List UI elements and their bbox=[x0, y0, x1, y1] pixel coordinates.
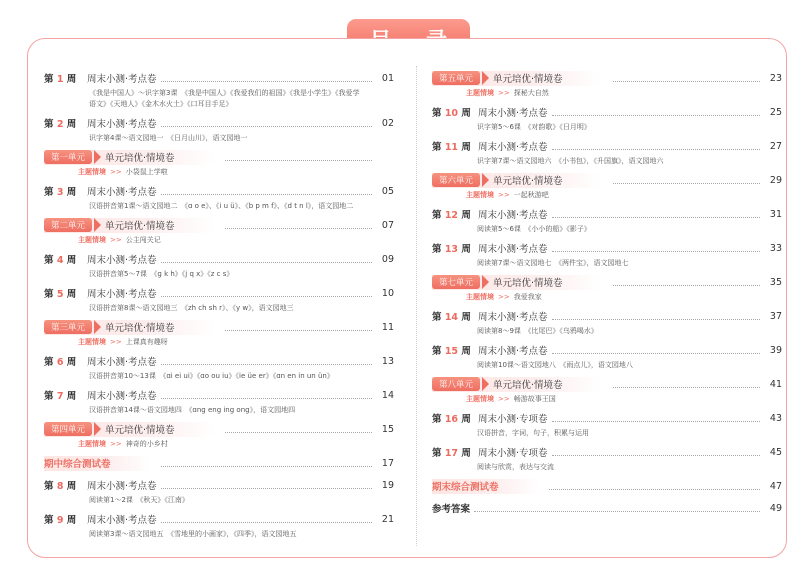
entry-description: 阅读第5～6课 《小小的船》《影子》 bbox=[477, 225, 591, 233]
dot-leader bbox=[161, 466, 372, 467]
week-suffix: 周 bbox=[66, 391, 77, 402]
entry-description: 识字第7课～语文园地六 《小书包》，《升国旗》，语文园地六 bbox=[477, 157, 664, 165]
toc-entry-row bbox=[432, 476, 782, 496]
entry-description: 《我是中国人》～识字第3课 《我是中国人》《我爱我们的祖国》《我是小学生》《我爱学 bbox=[89, 89, 360, 97]
week-prefix: 第 bbox=[432, 414, 442, 425]
chevron-right-icon: >> bbox=[498, 191, 510, 199]
week-prefix: 第 bbox=[44, 289, 54, 300]
dot-leader bbox=[613, 81, 760, 82]
toc-entry-row bbox=[44, 475, 394, 495]
toc-entry-row bbox=[44, 317, 394, 337]
week-prefix: 第 bbox=[432, 312, 442, 323]
page-number: 14 bbox=[381, 389, 394, 401]
column-divider bbox=[416, 66, 417, 546]
page-number: 23 bbox=[769, 72, 782, 84]
week-num: 14 bbox=[441, 312, 462, 323]
page-number: 21 bbox=[381, 513, 394, 525]
unit-badge: 第八单元 bbox=[432, 377, 480, 391]
unit-header bbox=[44, 320, 215, 335]
week-suffix: 周 bbox=[461, 414, 471, 425]
week-num: 12 bbox=[441, 210, 462, 221]
dot-leader bbox=[552, 217, 760, 218]
page-number: 17 bbox=[381, 457, 394, 469]
toc-entry-row bbox=[44, 351, 394, 371]
toc-entry-row bbox=[44, 419, 394, 439]
unit-header bbox=[432, 71, 603, 86]
week-prefix: 第 bbox=[44, 357, 54, 368]
week-prefix: 第 bbox=[432, 210, 442, 221]
week-number bbox=[44, 512, 87, 526]
entry-label: 单元培优·情境卷 bbox=[105, 221, 175, 232]
toc-entry-row bbox=[432, 136, 782, 156]
dot-leader bbox=[161, 126, 372, 127]
page-number: 39 bbox=[769, 344, 782, 356]
week-prefix: 第 bbox=[44, 255, 54, 266]
dot-leader bbox=[552, 353, 760, 354]
page-number: 37 bbox=[769, 310, 782, 322]
badge-arrow-icon bbox=[94, 150, 101, 164]
entry-label: 周末小测·专项卷 bbox=[478, 414, 548, 425]
entry-description: 阅读与欣赏，表达与交流 bbox=[477, 463, 554, 471]
toc-left-column bbox=[44, 68, 394, 543]
week-num: 13 bbox=[441, 244, 462, 255]
theme-line bbox=[466, 292, 542, 302]
theme-line bbox=[78, 439, 168, 449]
dot-leader bbox=[225, 432, 372, 433]
theme-label: 主题情境 bbox=[78, 236, 106, 244]
week-number bbox=[44, 252, 87, 266]
entry-label: 单元培优·情境卷 bbox=[105, 323, 175, 334]
theme-line bbox=[466, 394, 556, 404]
week-number bbox=[44, 286, 87, 300]
week-num: 3 bbox=[53, 187, 67, 198]
toc-entry-row bbox=[432, 102, 782, 122]
toc-entry[interactable] bbox=[432, 498, 782, 520]
toc-entry-row bbox=[44, 215, 394, 235]
toc-entry[interactable] bbox=[44, 113, 394, 147]
entry-description: 识字第4课～语文园地一 《日月山川》，语文园地一 bbox=[89, 134, 248, 142]
page-number: 10 bbox=[381, 287, 394, 299]
toc-entry-row bbox=[432, 204, 782, 224]
toc-entry-row bbox=[432, 374, 782, 394]
entry-label: 单元培优·情境卷 bbox=[493, 380, 563, 391]
dot-leader bbox=[552, 149, 760, 150]
week-suffix: 周 bbox=[66, 187, 77, 198]
badge-arrow-icon bbox=[482, 377, 489, 391]
toc-entry[interactable] bbox=[44, 68, 394, 113]
entry-label: 周末小测·考点卷 bbox=[87, 187, 157, 198]
week-prefix: 第 bbox=[432, 448, 442, 459]
dot-leader bbox=[549, 489, 760, 490]
theme-line bbox=[466, 190, 549, 200]
toc-entry-row bbox=[44, 453, 394, 473]
unit-header bbox=[432, 173, 603, 188]
entry-description: 语文》《天地人》《金木水火土》《口耳目手足》 bbox=[89, 100, 233, 108]
dot-leader bbox=[552, 319, 760, 320]
theme-text: 畅游故事王国 bbox=[513, 395, 556, 403]
exam-header bbox=[432, 479, 539, 494]
page-number: 47 bbox=[769, 480, 782, 492]
week-num: 8 bbox=[53, 481, 67, 492]
toc-entry[interactable] bbox=[432, 238, 782, 272]
toc-entry-row bbox=[44, 509, 394, 529]
toc-entry[interactable] bbox=[432, 136, 782, 170]
entry-label: 周末小测·考点卷 bbox=[478, 312, 548, 323]
theme-text: 公主闯关记 bbox=[125, 236, 161, 244]
toc-entry-row bbox=[44, 181, 394, 201]
toc-entry-row bbox=[432, 272, 782, 292]
dot-leader bbox=[613, 183, 760, 184]
toc-entry[interactable] bbox=[44, 215, 394, 249]
week-num: 16 bbox=[441, 414, 462, 425]
toc-entry[interactable] bbox=[432, 170, 782, 204]
week-num: 1 bbox=[53, 74, 67, 85]
week-number bbox=[44, 354, 87, 368]
page-number: 05 bbox=[381, 185, 394, 197]
badge-arrow-icon bbox=[94, 320, 101, 334]
entry-description: 汉语拼音第8课～语文园地三 《zh ch sh r》、《y w》，语文园地三 bbox=[89, 304, 294, 312]
dot-leader bbox=[225, 228, 372, 229]
chevron-right-icon: >> bbox=[498, 395, 510, 403]
week-suffix: 周 bbox=[66, 74, 77, 85]
entry-label: 周末小测·考点卷 bbox=[87, 515, 157, 526]
toc-entry-row bbox=[432, 238, 782, 258]
badge-arrow-icon bbox=[482, 173, 489, 187]
toc-entry[interactable] bbox=[44, 249, 394, 283]
dot-leader bbox=[161, 81, 372, 82]
theme-label: 主题情境 bbox=[466, 395, 494, 403]
entry-description: 阅读第10课～语文园地八 《雨点儿》，语文园地八 bbox=[477, 361, 633, 369]
entry-label: 周末小测·考点卷 bbox=[478, 210, 548, 221]
week-suffix: 周 bbox=[461, 108, 471, 119]
unit-badge: 第三单元 bbox=[44, 320, 92, 334]
toc-entry[interactable] bbox=[432, 204, 782, 238]
badge-arrow-icon bbox=[482, 275, 489, 289]
theme-text: 小袋鼠上学啦 bbox=[125, 168, 168, 176]
exam-label: 期末综合测试卷 bbox=[432, 482, 499, 493]
chevron-right-icon: >> bbox=[110, 168, 122, 176]
week-number bbox=[44, 71, 87, 85]
entry-description: 汉语拼音第10～13课 《ɑi ei ui》《ɑo ou iu》《ie üe er》《ɑn en in un ün》 bbox=[89, 372, 334, 380]
page-number: 01 bbox=[381, 72, 394, 84]
toc-entry[interactable] bbox=[432, 68, 782, 102]
week-number bbox=[432, 241, 478, 255]
dot-leader bbox=[474, 511, 760, 512]
entry-label: 周末小测·专项卷 bbox=[478, 448, 548, 459]
entry-description: 阅读第3课～语文园地五 《雪地里的小画家》，《四季》，语文园地五 bbox=[89, 530, 297, 538]
week-prefix: 第 bbox=[44, 481, 54, 492]
dot-leader bbox=[225, 330, 372, 331]
chevron-right-icon: >> bbox=[498, 293, 510, 301]
page-number: 13 bbox=[381, 355, 394, 367]
toc-entry[interactable] bbox=[44, 351, 394, 385]
page-number: 02 bbox=[381, 117, 394, 129]
week-prefix: 第 bbox=[44, 391, 54, 402]
theme-line bbox=[78, 235, 161, 245]
toc-entry-row bbox=[432, 170, 782, 190]
toc-entry[interactable] bbox=[44, 475, 394, 509]
week-num: 15 bbox=[441, 346, 462, 357]
entry-label: 单元培优·情境卷 bbox=[493, 278, 563, 289]
theme-line bbox=[78, 167, 168, 177]
entry-label: 单元培优·情境卷 bbox=[493, 176, 563, 187]
toc-entry-row bbox=[432, 68, 782, 88]
theme-label: 主题情境 bbox=[466, 293, 494, 301]
theme-label: 主题情境 bbox=[78, 338, 106, 346]
page-number: 09 bbox=[381, 253, 394, 265]
unit-header bbox=[44, 150, 215, 165]
entry-description: 阅读第8～9课 《比尾巴》《乌鸦喝水》 bbox=[477, 327, 598, 335]
entry-label: 单元培优·情境卷 bbox=[105, 153, 175, 164]
page-number: 25 bbox=[769, 106, 782, 118]
entry-label: 周末小测·考点卷 bbox=[87, 481, 157, 492]
week-number bbox=[432, 309, 478, 323]
week-number bbox=[432, 139, 478, 153]
week-prefix: 第 bbox=[432, 346, 442, 357]
unit-header bbox=[432, 275, 603, 290]
unit-header bbox=[44, 218, 215, 233]
toc-entry[interactable] bbox=[432, 102, 782, 136]
theme-line bbox=[78, 337, 168, 347]
entry-description: 汉语拼音第5～7课 《g k h》《j q x》《z c s》 bbox=[89, 270, 234, 278]
unit-badge: 第四单元 bbox=[44, 422, 92, 436]
page-number: 35 bbox=[769, 276, 782, 288]
page-number: 07 bbox=[381, 219, 394, 231]
dot-leader bbox=[161, 296, 372, 297]
week-num: 7 bbox=[53, 391, 67, 402]
toc-entry[interactable] bbox=[44, 509, 394, 543]
week-num: 9 bbox=[53, 515, 67, 526]
week-prefix: 第 bbox=[44, 74, 54, 85]
toc-entry-row bbox=[432, 306, 782, 326]
theme-label: 主题情境 bbox=[466, 191, 494, 199]
dot-leader bbox=[225, 160, 372, 161]
week-num: 17 bbox=[441, 448, 462, 459]
entry-label: 周末小测·考点卷 bbox=[87, 391, 157, 402]
unit-badge: 第六单元 bbox=[432, 173, 480, 187]
dot-leader bbox=[161, 488, 372, 489]
theme-line bbox=[466, 88, 549, 98]
week-suffix: 周 bbox=[66, 357, 77, 368]
week-suffix: 周 bbox=[461, 210, 471, 221]
week-num: 11 bbox=[441, 142, 462, 153]
week-prefix: 第 bbox=[44, 119, 54, 130]
answer-label: 参考答案 bbox=[432, 504, 471, 515]
entry-label: 周末小测·考点卷 bbox=[87, 119, 157, 130]
page-number: 33 bbox=[769, 242, 782, 254]
dot-leader bbox=[552, 421, 760, 422]
dot-leader bbox=[552, 115, 760, 116]
toc-entry-row bbox=[44, 68, 394, 88]
dot-leader bbox=[161, 522, 372, 523]
entry-label: 周末小测·考点卷 bbox=[87, 357, 157, 368]
badge-arrow-icon bbox=[482, 71, 489, 85]
page-number: 45 bbox=[769, 446, 782, 458]
entry-description: 汉语拼音，字词，句子，积累与运用 bbox=[477, 429, 589, 437]
week-number bbox=[44, 478, 87, 492]
week-prefix: 第 bbox=[432, 244, 442, 255]
week-suffix: 周 bbox=[461, 244, 471, 255]
entry-description: 阅读第1～2课 《秋天》《江南》 bbox=[89, 496, 189, 504]
chevron-right-icon: >> bbox=[110, 338, 122, 346]
entry-label: 周末小测·考点卷 bbox=[478, 346, 548, 357]
entry-label: 周末小测·考点卷 bbox=[87, 289, 157, 300]
week-number bbox=[44, 116, 87, 130]
page-number: 43 bbox=[769, 412, 782, 424]
week-suffix: 周 bbox=[66, 515, 77, 526]
chevron-right-icon: >> bbox=[110, 236, 122, 244]
entry-label: 周末小测·考点卷 bbox=[87, 255, 157, 266]
dot-leader bbox=[552, 251, 760, 252]
entry-label: 周末小测·考点卷 bbox=[478, 108, 548, 119]
week-number bbox=[432, 343, 478, 357]
toc-entry[interactable] bbox=[44, 283, 394, 317]
unit-badge: 第五单元 bbox=[432, 71, 480, 85]
theme-text: 一起秋游吧 bbox=[513, 191, 549, 199]
toc-entry-row bbox=[432, 340, 782, 360]
toc-right-column bbox=[432, 68, 782, 520]
entry-description: 阅读第7课～语文园地七 《两件宝》，语文园地七 bbox=[477, 259, 629, 267]
page-number: 15 bbox=[381, 423, 394, 435]
toc-entry-row bbox=[44, 283, 394, 303]
unit-header bbox=[44, 422, 215, 437]
week-number bbox=[432, 207, 478, 221]
entry-label: 单元培优·情境卷 bbox=[105, 425, 175, 436]
unit-badge: 第七单元 bbox=[432, 275, 480, 289]
week-suffix: 周 bbox=[66, 481, 77, 492]
toc-entry-row bbox=[44, 113, 394, 133]
week-number bbox=[44, 184, 87, 198]
unit-header bbox=[432, 377, 603, 392]
theme-text: 我爱我家 bbox=[513, 293, 542, 301]
chevron-right-icon: >> bbox=[498, 89, 510, 97]
page-number: 41 bbox=[769, 378, 782, 390]
page-number: 29 bbox=[769, 174, 782, 186]
theme-label: 主题情境 bbox=[78, 168, 106, 176]
week-suffix: 周 bbox=[66, 119, 77, 130]
dot-leader bbox=[161, 398, 372, 399]
page-number: 11 bbox=[381, 321, 394, 333]
toc-entry-row bbox=[432, 442, 782, 462]
page-number: 27 bbox=[769, 140, 782, 152]
week-suffix: 周 bbox=[66, 255, 77, 266]
toc-entry-row bbox=[44, 249, 394, 269]
week-prefix: 第 bbox=[44, 515, 54, 526]
badge-arrow-icon bbox=[94, 218, 101, 232]
entry-description: 汉语拼音第14课～语文园地四 《ɑng eng ing ong》，语文园地四 bbox=[89, 406, 296, 414]
week-prefix: 第 bbox=[432, 142, 442, 153]
toc-entry[interactable] bbox=[44, 453, 394, 475]
dot-leader bbox=[613, 285, 760, 286]
week-prefix: 第 bbox=[432, 108, 442, 119]
toc-entry-row bbox=[432, 498, 782, 518]
week-num: 10 bbox=[441, 108, 462, 119]
week-num: 4 bbox=[53, 255, 67, 266]
week-prefix: 第 bbox=[44, 187, 54, 198]
toc-entry[interactable] bbox=[432, 476, 782, 498]
week-suffix: 周 bbox=[461, 346, 471, 357]
week-num: 6 bbox=[53, 357, 67, 368]
page-number: 31 bbox=[769, 208, 782, 220]
toc-entry[interactable] bbox=[432, 442, 782, 476]
theme-label: 主题情境 bbox=[78, 440, 106, 448]
toc-entry-row bbox=[44, 385, 394, 405]
unit-badge: 第二单元 bbox=[44, 218, 92, 232]
toc-entry[interactable] bbox=[432, 340, 782, 374]
week-suffix: 周 bbox=[66, 289, 77, 300]
entry-label: 周末小测·考点卷 bbox=[87, 74, 157, 85]
theme-label: 主题情境 bbox=[466, 89, 494, 97]
theme-text: 神奇的小乡村 bbox=[125, 440, 168, 448]
dot-leader bbox=[613, 387, 760, 388]
page-number: 19 bbox=[381, 479, 394, 491]
exam-label: 期中综合测试卷 bbox=[44, 459, 111, 470]
entry-description: 汉语拼音第1课～语文园地二 《ɑ o e》、《i u ü》、《b p m f》、《d t n l》，语文园地二 bbox=[89, 202, 354, 210]
exam-header bbox=[44, 456, 151, 471]
week-suffix: 周 bbox=[461, 312, 471, 323]
badge-arrow-icon bbox=[94, 422, 101, 436]
toc-entry[interactable] bbox=[432, 272, 782, 306]
dot-leader bbox=[161, 194, 372, 195]
week-suffix: 周 bbox=[461, 448, 471, 459]
toc-entry[interactable] bbox=[44, 385, 394, 419]
theme-text: 上课真有趣呀 bbox=[125, 338, 168, 346]
dot-leader bbox=[552, 455, 760, 456]
week-number bbox=[432, 445, 478, 459]
toc-entry[interactable] bbox=[432, 374, 782, 408]
toc-entry-row bbox=[44, 147, 394, 167]
entry-label: 周末小测·考点卷 bbox=[478, 244, 548, 255]
entry-description: 识字第5～6课 《对韵歌》《日月明》 bbox=[477, 123, 591, 131]
week-num: 5 bbox=[53, 289, 67, 300]
week-suffix: 周 bbox=[461, 142, 471, 153]
dot-leader bbox=[161, 262, 372, 263]
week-number bbox=[432, 411, 478, 425]
theme-text: 探秘大自然 bbox=[513, 89, 549, 97]
toc-entry[interactable] bbox=[44, 181, 394, 215]
chevron-right-icon: >> bbox=[110, 440, 122, 448]
toc-entry[interactable] bbox=[44, 147, 394, 181]
unit-badge: 第一单元 bbox=[44, 150, 92, 164]
dot-leader bbox=[161, 364, 372, 365]
toc-entry[interactable] bbox=[432, 408, 782, 442]
toc-entry[interactable] bbox=[432, 306, 782, 340]
toc-entry-row bbox=[432, 408, 782, 428]
page-number: 49 bbox=[769, 502, 782, 514]
toc-entry[interactable] bbox=[44, 419, 394, 453]
week-num: 2 bbox=[53, 119, 67, 130]
week-number bbox=[44, 388, 87, 402]
entry-label: 单元培优·情境卷 bbox=[493, 74, 563, 85]
toc-entry[interactable] bbox=[44, 317, 394, 351]
entry-label: 周末小测·考点卷 bbox=[478, 142, 548, 153]
week-number bbox=[432, 105, 478, 119]
